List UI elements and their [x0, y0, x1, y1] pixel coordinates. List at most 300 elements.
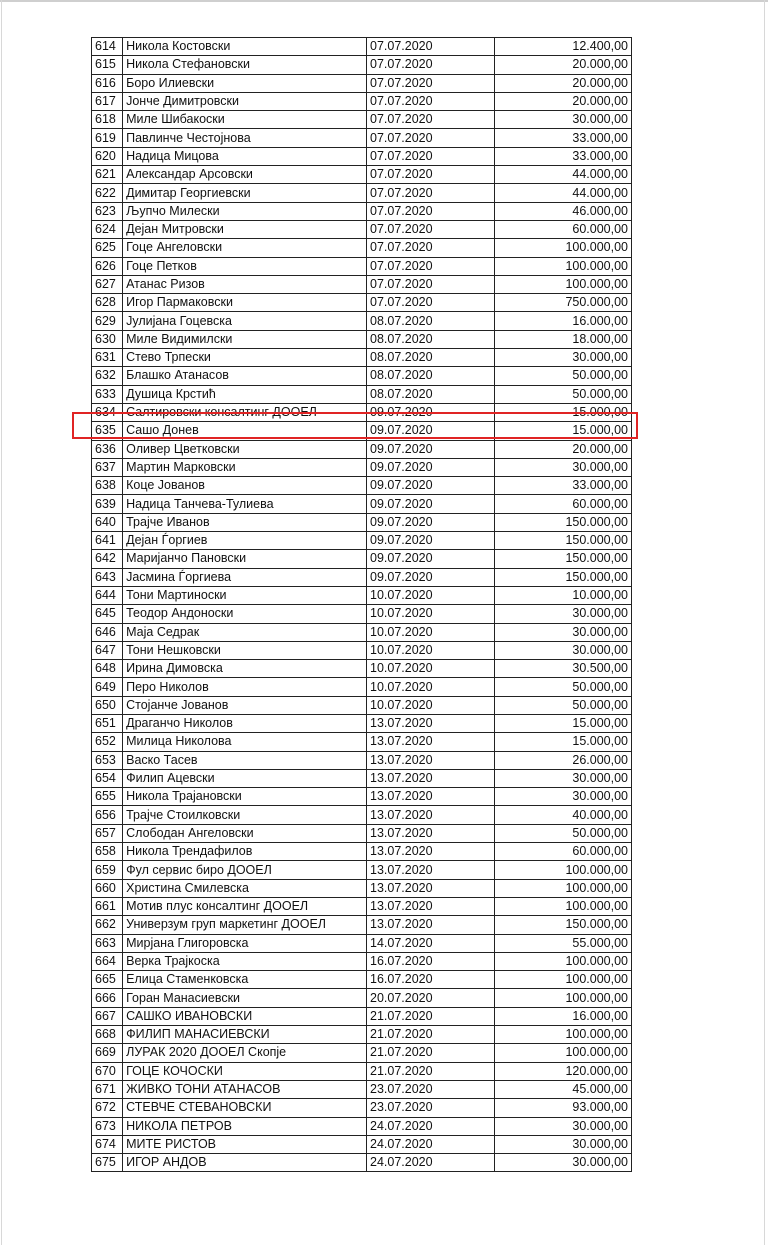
- row-date: 10.07.2020: [367, 660, 495, 678]
- row-name: Блашко Атанасов: [123, 367, 367, 385]
- row-date: 09.07.2020: [367, 495, 495, 513]
- row-date: 23.07.2020: [367, 1099, 495, 1117]
- row-name: СТЕВЧЕ СТЕВАНОВСКИ: [123, 1099, 367, 1117]
- row-amount: 46.000,00: [495, 202, 632, 220]
- table-row: [92, 586, 632, 604]
- row-amount: 10.000,00: [495, 586, 632, 604]
- row-amount: 750.000,00: [495, 294, 632, 312]
- row-name: Мотив плус консалтинг ДООЕЛ: [123, 897, 367, 915]
- row-name: Љупчо Милески: [123, 202, 367, 220]
- row-name: Фул сервис биро ДООЕЛ: [123, 861, 367, 879]
- row-date: 21.07.2020: [367, 1026, 495, 1044]
- row-name: Салтировски консалтинг ДООЕЛ: [123, 403, 367, 421]
- row-amount: 100.000,00: [495, 897, 632, 915]
- table-row: [92, 220, 632, 238]
- row-date: 07.07.2020: [367, 38, 495, 56]
- row-date: 13.07.2020: [367, 788, 495, 806]
- row-date: 10.07.2020: [367, 586, 495, 604]
- row-number: 638: [92, 477, 123, 495]
- row-date: 10.07.2020: [367, 641, 495, 659]
- row-name: Гоце Ангеловски: [123, 239, 367, 257]
- table-row: [92, 989, 632, 1007]
- row-amount: 50.000,00: [495, 696, 632, 714]
- row-name: Стево Трпески: [123, 349, 367, 367]
- row-date: 07.07.2020: [367, 257, 495, 275]
- row-date: 21.07.2020: [367, 1062, 495, 1080]
- row-name: ГОЦЕ КОЧОСКИ: [123, 1062, 367, 1080]
- row-number: 666: [92, 989, 123, 1007]
- table-row: [92, 312, 632, 330]
- row-date: 09.07.2020: [367, 513, 495, 531]
- row-number: 651: [92, 714, 123, 732]
- row-name: Гоце Петков: [123, 257, 367, 275]
- row-number: 616: [92, 74, 123, 92]
- row-date: 08.07.2020: [367, 349, 495, 367]
- row-date: 21.07.2020: [367, 1044, 495, 1062]
- table-row: [92, 349, 632, 367]
- row-date: 20.07.2020: [367, 989, 495, 1007]
- table-row: [92, 971, 632, 989]
- table-row: [92, 1044, 632, 1062]
- row-date: 07.07.2020: [367, 74, 495, 92]
- row-date: 24.07.2020: [367, 1135, 495, 1153]
- table-row: [92, 532, 632, 550]
- row-date: 13.07.2020: [367, 769, 495, 787]
- table-row: [92, 257, 632, 275]
- row-amount: 30.500,00: [495, 660, 632, 678]
- row-number: 621: [92, 166, 123, 184]
- row-name: Тони Нешковски: [123, 641, 367, 659]
- table-row: [92, 696, 632, 714]
- row-amount: 30.000,00: [495, 769, 632, 787]
- row-number: 622: [92, 184, 123, 202]
- row-name: Христина Смилевска: [123, 879, 367, 897]
- row-amount: 30.000,00: [495, 605, 632, 623]
- row-number: 660: [92, 879, 123, 897]
- row-number: 652: [92, 733, 123, 751]
- row-name: Филип Ацевски: [123, 769, 367, 787]
- row-number: 618: [92, 111, 123, 129]
- row-name: Елица Стаменковска: [123, 971, 367, 989]
- row-number: 644: [92, 586, 123, 604]
- row-number: 673: [92, 1117, 123, 1135]
- row-name: Тони Мартиноски: [123, 586, 367, 604]
- row-date: 24.07.2020: [367, 1154, 495, 1172]
- page-top-border: [0, 0, 768, 2]
- row-date: 24.07.2020: [367, 1117, 495, 1135]
- row-number: 665: [92, 971, 123, 989]
- row-name: Универзум груп маркетинг ДООЕЛ: [123, 916, 367, 934]
- row-name: Надица Мицова: [123, 147, 367, 165]
- table-row: [92, 824, 632, 842]
- row-amount: 150.000,00: [495, 550, 632, 568]
- row-date: 13.07.2020: [367, 879, 495, 897]
- row-amount: 100.000,00: [495, 952, 632, 970]
- row-number: 649: [92, 678, 123, 696]
- row-date: 09.07.2020: [367, 458, 495, 476]
- row-amount: 20.000,00: [495, 74, 632, 92]
- row-date: 13.07.2020: [367, 751, 495, 769]
- row-amount: 60.000,00: [495, 843, 632, 861]
- row-date: 10.07.2020: [367, 678, 495, 696]
- row-amount: 16.000,00: [495, 1007, 632, 1025]
- row-amount: 150.000,00: [495, 916, 632, 934]
- row-date: 13.07.2020: [367, 861, 495, 879]
- row-number: 650: [92, 696, 123, 714]
- table-row: [92, 477, 632, 495]
- row-name: Јонче Димитровски: [123, 92, 367, 110]
- row-number: 668: [92, 1026, 123, 1044]
- row-date: 13.07.2020: [367, 916, 495, 934]
- row-amount: 30.000,00: [495, 623, 632, 641]
- row-name: Душица Крстић: [123, 385, 367, 403]
- table-row: [92, 934, 632, 952]
- row-amount: 33.000,00: [495, 477, 632, 495]
- row-name: Јасмина Ѓоргиева: [123, 568, 367, 586]
- row-number: 664: [92, 952, 123, 970]
- table-row: [92, 714, 632, 732]
- row-name: Јулијана Гоцевска: [123, 312, 367, 330]
- row-number: 633: [92, 385, 123, 403]
- table-row: [92, 1117, 632, 1135]
- row-date: 16.07.2020: [367, 952, 495, 970]
- row-amount: 18.000,00: [495, 330, 632, 348]
- row-date: 09.07.2020: [367, 568, 495, 586]
- table-row: [92, 751, 632, 769]
- row-number: 636: [92, 440, 123, 458]
- table-row: [92, 788, 632, 806]
- table-row: [92, 330, 632, 348]
- table-row: [92, 916, 632, 934]
- row-date: 10.07.2020: [367, 696, 495, 714]
- row-number: 637: [92, 458, 123, 476]
- table-row: [92, 129, 632, 147]
- row-amount: 60.000,00: [495, 495, 632, 513]
- table-row: [92, 38, 632, 56]
- row-name: Никола Трендафилов: [123, 843, 367, 861]
- table-row: [92, 56, 632, 74]
- row-date: 09.07.2020: [367, 422, 495, 440]
- row-number: 672: [92, 1099, 123, 1117]
- row-amount: 33.000,00: [495, 129, 632, 147]
- row-name: Милица Николова: [123, 733, 367, 751]
- row-date: 08.07.2020: [367, 367, 495, 385]
- row-amount: 100.000,00: [495, 257, 632, 275]
- row-name: Коце Јованов: [123, 477, 367, 495]
- row-amount: 45.000,00: [495, 1080, 632, 1098]
- row-date: 07.07.2020: [367, 202, 495, 220]
- row-amount: 30.000,00: [495, 788, 632, 806]
- row-number: 624: [92, 220, 123, 238]
- row-number: 628: [92, 294, 123, 312]
- table-row: [92, 166, 632, 184]
- row-date: 07.07.2020: [367, 129, 495, 147]
- row-number: 648: [92, 660, 123, 678]
- row-name: Верка Трајкоска: [123, 952, 367, 970]
- row-number: 667: [92, 1007, 123, 1025]
- row-amount: 30.000,00: [495, 111, 632, 129]
- row-amount: 44.000,00: [495, 184, 632, 202]
- row-name: МИТЕ РИСТОВ: [123, 1135, 367, 1153]
- table-row: [92, 202, 632, 220]
- row-name: Трајче Стоилковски: [123, 806, 367, 824]
- table-row: [92, 239, 632, 257]
- row-date: 07.07.2020: [367, 294, 495, 312]
- row-date: 13.07.2020: [367, 824, 495, 842]
- row-amount: 15.000,00: [495, 733, 632, 751]
- row-amount: 100.000,00: [495, 239, 632, 257]
- row-date: 10.07.2020: [367, 623, 495, 641]
- row-number: 623: [92, 202, 123, 220]
- row-name: НИКОЛА ПЕТРОВ: [123, 1117, 367, 1135]
- row-number: 640: [92, 513, 123, 531]
- row-amount: 15.000,00: [495, 403, 632, 421]
- table-row: [92, 605, 632, 623]
- row-name: ЖИВКО ТОНИ АТАНАСОВ: [123, 1080, 367, 1098]
- row-amount: 50.000,00: [495, 367, 632, 385]
- row-date: 08.07.2020: [367, 312, 495, 330]
- row-date: 13.07.2020: [367, 714, 495, 732]
- table-row: [92, 568, 632, 586]
- row-amount: 100.000,00: [495, 879, 632, 897]
- row-date: 07.07.2020: [367, 56, 495, 74]
- table-row: [92, 641, 632, 659]
- table-row: [92, 1080, 632, 1098]
- row-amount: 50.000,00: [495, 824, 632, 842]
- row-date: 09.07.2020: [367, 477, 495, 495]
- table-row: [92, 458, 632, 476]
- table-row: [92, 843, 632, 861]
- row-number: 632: [92, 367, 123, 385]
- row-amount: 150.000,00: [495, 568, 632, 586]
- row-name: Никола Трајановски: [123, 788, 367, 806]
- row-number: 645: [92, 605, 123, 623]
- row-number: 671: [92, 1080, 123, 1098]
- row-date: 13.07.2020: [367, 733, 495, 751]
- row-name: Ирина Димовска: [123, 660, 367, 678]
- row-number: 658: [92, 843, 123, 861]
- row-name: Дејан Митровски: [123, 220, 367, 238]
- row-amount: 12.400,00: [495, 38, 632, 56]
- table-row: [92, 1062, 632, 1080]
- table-row: [92, 1154, 632, 1172]
- row-amount: 16.000,00: [495, 312, 632, 330]
- row-number: 646: [92, 623, 123, 641]
- row-amount: 30.000,00: [495, 458, 632, 476]
- row-amount: 100.000,00: [495, 861, 632, 879]
- row-amount: 30.000,00: [495, 349, 632, 367]
- row-number: 653: [92, 751, 123, 769]
- row-name: САШКО ИВАНОВСКИ: [123, 1007, 367, 1025]
- row-date: 07.07.2020: [367, 184, 495, 202]
- row-number: 634: [92, 403, 123, 421]
- table-row: [92, 897, 632, 915]
- table-row: [92, 495, 632, 513]
- row-amount: 30.000,00: [495, 1117, 632, 1135]
- row-name: Миле Шибакоски: [123, 111, 367, 129]
- row-name: ЛУРАК 2020 ДООЕЛ Скопје: [123, 1044, 367, 1062]
- row-amount: 30.000,00: [495, 1154, 632, 1172]
- table-row: [92, 861, 632, 879]
- table-row: [92, 275, 632, 293]
- row-number: 631: [92, 349, 123, 367]
- table-row: [92, 294, 632, 312]
- page-left-border: [1, 0, 2, 1245]
- row-name: Стојанче Јованов: [123, 696, 367, 714]
- row-number: 669: [92, 1044, 123, 1062]
- row-amount: 50.000,00: [495, 385, 632, 403]
- row-number: 626: [92, 257, 123, 275]
- row-date: 16.07.2020: [367, 971, 495, 989]
- row-number: 659: [92, 861, 123, 879]
- table-row: [92, 1026, 632, 1044]
- row-name: Трајче Иванов: [123, 513, 367, 531]
- row-amount: 26.000,00: [495, 751, 632, 769]
- row-amount: 100.000,00: [495, 1044, 632, 1062]
- table-row: [92, 733, 632, 751]
- row-amount: 150.000,00: [495, 513, 632, 531]
- highlight-box: [72, 412, 638, 439]
- row-amount: 30.000,00: [495, 641, 632, 659]
- row-name: Игор Пармаковски: [123, 294, 367, 312]
- row-number: 629: [92, 312, 123, 330]
- row-amount: 44.000,00: [495, 166, 632, 184]
- row-amount: 40.000,00: [495, 806, 632, 824]
- row-name: Горан Манасиевски: [123, 989, 367, 1007]
- row-date: 10.07.2020: [367, 605, 495, 623]
- row-date: 07.07.2020: [367, 220, 495, 238]
- row-number: 655: [92, 788, 123, 806]
- row-date: 13.07.2020: [367, 843, 495, 861]
- row-date: 13.07.2020: [367, 806, 495, 824]
- row-name: Теодор Андоноски: [123, 605, 367, 623]
- row-name: Маријанчо Пановски: [123, 550, 367, 568]
- row-number: 654: [92, 769, 123, 787]
- row-date: 09.07.2020: [367, 440, 495, 458]
- row-date: 07.07.2020: [367, 166, 495, 184]
- table-row: [92, 550, 632, 568]
- table-row: [92, 1099, 632, 1117]
- row-number: 661: [92, 897, 123, 915]
- row-amount: 93.000,00: [495, 1099, 632, 1117]
- row-date: 23.07.2020: [367, 1080, 495, 1098]
- row-number: 674: [92, 1135, 123, 1153]
- table-row: [92, 678, 632, 696]
- row-number: 656: [92, 806, 123, 824]
- row-number: 620: [92, 147, 123, 165]
- row-number: 670: [92, 1062, 123, 1080]
- row-amount: 100.000,00: [495, 989, 632, 1007]
- row-number: 635: [92, 422, 123, 440]
- row-date: 14.07.2020: [367, 934, 495, 952]
- row-name: Александар Арсовски: [123, 166, 367, 184]
- row-name: Никола Стефановски: [123, 56, 367, 74]
- row-name: ИГОР АНДОВ: [123, 1154, 367, 1172]
- row-number: 615: [92, 56, 123, 74]
- row-date: 09.07.2020: [367, 532, 495, 550]
- row-amount: 20.000,00: [495, 56, 632, 74]
- row-number: 630: [92, 330, 123, 348]
- row-name: Оливер Цветковски: [123, 440, 367, 458]
- table-row: [92, 806, 632, 824]
- row-name: Васко Тасев: [123, 751, 367, 769]
- table-row: [92, 385, 632, 403]
- row-name: Перо Николов: [123, 678, 367, 696]
- page-right-border: [764, 0, 765, 1245]
- row-number: 625: [92, 239, 123, 257]
- row-number: 643: [92, 568, 123, 586]
- row-name: Драганчо Николов: [123, 714, 367, 732]
- row-date: 08.07.2020: [367, 385, 495, 403]
- row-name: Павлинче Честојнова: [123, 129, 367, 147]
- row-number: 662: [92, 916, 123, 934]
- table-row: [92, 769, 632, 787]
- table-row: [92, 952, 632, 970]
- row-number: 641: [92, 532, 123, 550]
- row-number: 614: [92, 38, 123, 56]
- row-amount: 150.000,00: [495, 532, 632, 550]
- row-date: 08.07.2020: [367, 330, 495, 348]
- row-amount: 20.000,00: [495, 440, 632, 458]
- row-number: 639: [92, 495, 123, 513]
- table-row: [92, 623, 632, 641]
- table-row: [92, 74, 632, 92]
- row-number: 627: [92, 275, 123, 293]
- row-date: 09.07.2020: [367, 550, 495, 568]
- row-number: 647: [92, 641, 123, 659]
- table-row: [92, 1135, 632, 1153]
- table-row: [92, 147, 632, 165]
- row-name: Маја Седрак: [123, 623, 367, 641]
- row-amount: 20.000,00: [495, 92, 632, 110]
- row-amount: 55.000,00: [495, 934, 632, 952]
- row-date: 13.07.2020: [367, 897, 495, 915]
- row-amount: 100.000,00: [495, 971, 632, 989]
- row-name: Слободан Ангеловски: [123, 824, 367, 842]
- row-amount: 15.000,00: [495, 714, 632, 732]
- row-amount: 120.000,00: [495, 1062, 632, 1080]
- row-name: Боро Илиевски: [123, 74, 367, 92]
- table-row: [92, 111, 632, 129]
- row-name: Атанас Ризов: [123, 275, 367, 293]
- row-number: 675: [92, 1154, 123, 1172]
- row-date: 21.07.2020: [367, 1007, 495, 1025]
- row-name: ФИЛИП МАНАСИЕВСКИ: [123, 1026, 367, 1044]
- row-name: Миле Видимилски: [123, 330, 367, 348]
- row-amount: 30.000,00: [495, 1135, 632, 1153]
- row-name: Димитар Георгиевски: [123, 184, 367, 202]
- row-name: Мирјана Глигоровска: [123, 934, 367, 952]
- row-number: 619: [92, 129, 123, 147]
- row-amount: 100.000,00: [495, 1026, 632, 1044]
- table-row: [92, 184, 632, 202]
- row-amount: 50.000,00: [495, 678, 632, 696]
- row-number: 617: [92, 92, 123, 110]
- row-name: Дејан Ѓоргиев: [123, 532, 367, 550]
- row-date: 07.07.2020: [367, 111, 495, 129]
- table-row: [92, 440, 632, 458]
- row-date: 07.07.2020: [367, 147, 495, 165]
- table-row: [92, 660, 632, 678]
- row-amount: 100.000,00: [495, 275, 632, 293]
- row-date: 07.07.2020: [367, 92, 495, 110]
- row-amount: 60.000,00: [495, 220, 632, 238]
- row-number: 642: [92, 550, 123, 568]
- row-name: Сашо Донев: [123, 422, 367, 440]
- table-row: [92, 879, 632, 897]
- table-row: [92, 92, 632, 110]
- row-number: 657: [92, 824, 123, 842]
